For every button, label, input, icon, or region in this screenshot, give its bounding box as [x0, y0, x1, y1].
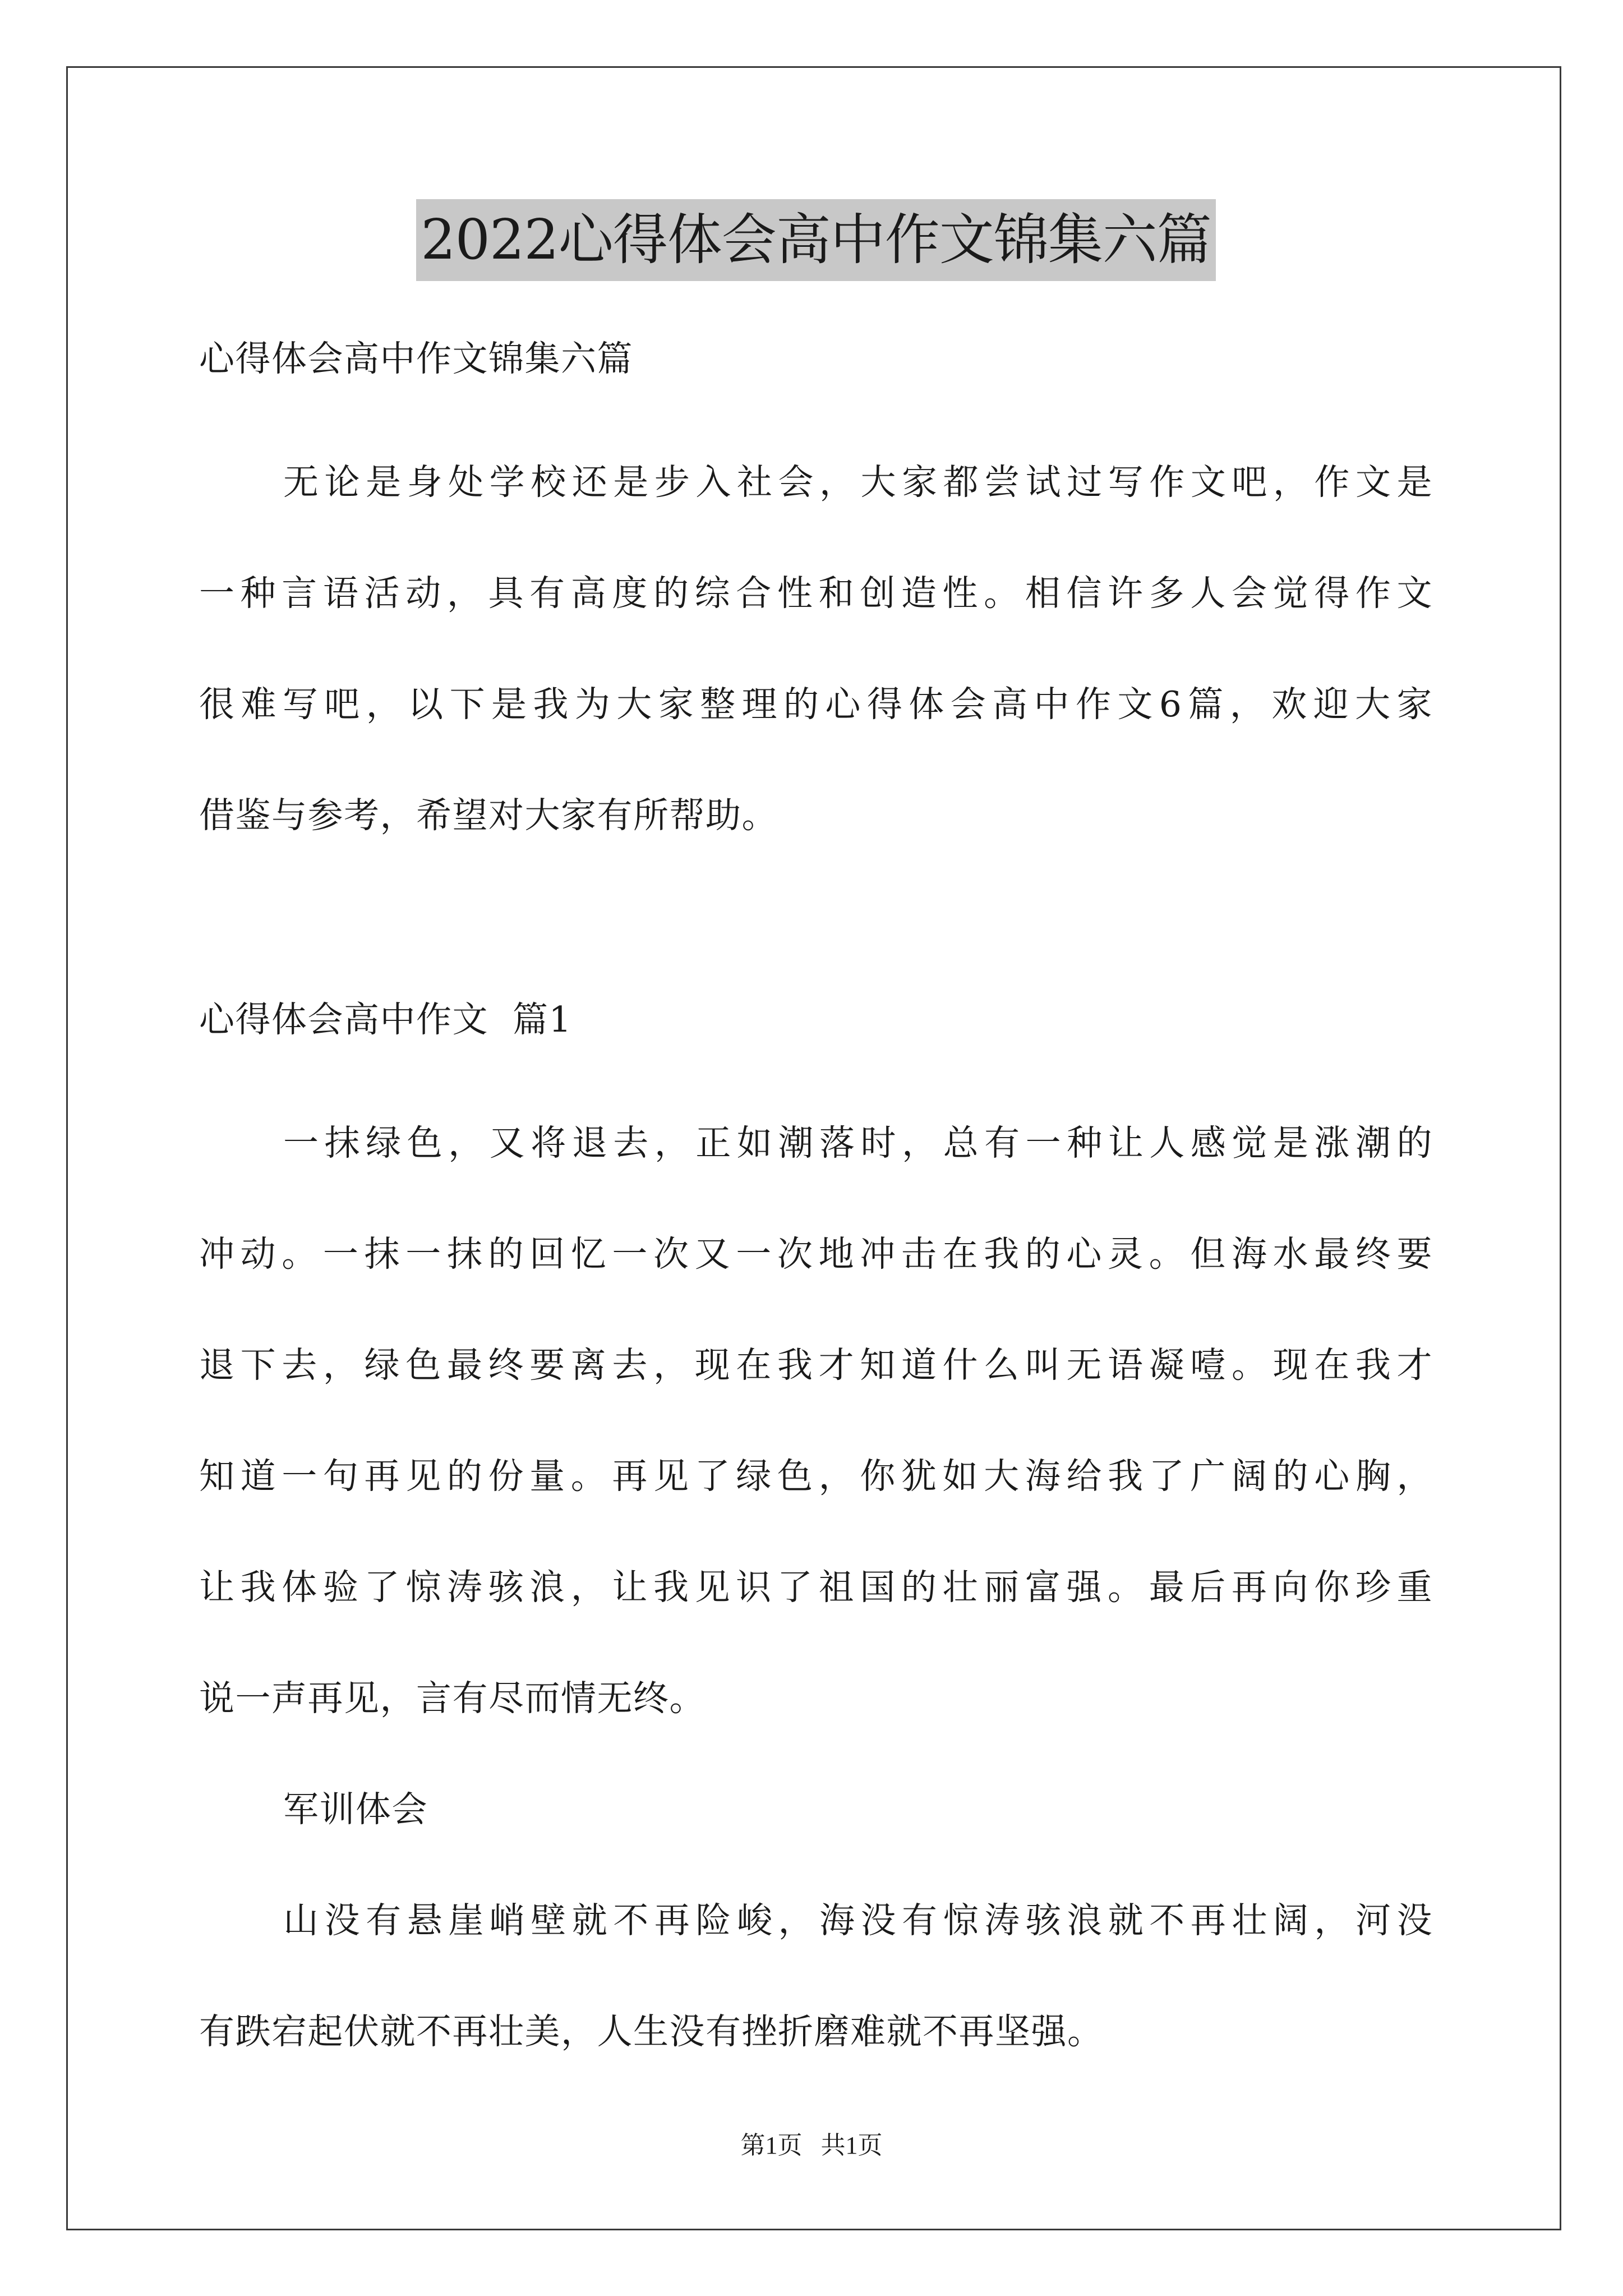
- document-title: [199, 199, 1433, 281]
- section-line: 说一声再见，言有尽而情无终。: [199, 1678, 706, 1719]
- section-line: 让我体验了惊涛骇浪，让我见识了祖国的壮丽富强。最后再向你珍重: [199, 1567, 1433, 1608]
- section-line: 一抹绿色，又将退去，正如潮落时，总有一种让人感觉是涨潮的: [283, 1122, 1433, 1163]
- section-heading: 心得体会高中作文 篇1: [199, 999, 573, 1040]
- intro-line: 无论是身处学校还是步入社会，大家都尝试过写作文吧，作文是: [283, 462, 1433, 503]
- section-line: 退下去，绿色最终要离去，现在我才知道什么叫无语凝噎。现在我才: [199, 1345, 1433, 1386]
- sub-heading: 军训体会: [283, 1789, 428, 1830]
- title-highlight: 2022心得体会高中作文锦集六篇: [416, 199, 1215, 281]
- closing-line: 山没有悬崖峭壁就不再险峻，海没有惊涛骇浪就不再壮阔，河没: [283, 1900, 1433, 1941]
- section-line: 冲动。一抹一抹的回忆一次又一次地冲击在我的心灵。但海水最终要: [199, 1234, 1433, 1274]
- intro-line: 借鉴与参考，希望对大家有所帮助。: [199, 795, 778, 836]
- intro-line: 很难写吧，以下是我为大家整理的心得体会高中作文6篇，欢迎大家: [199, 684, 1433, 725]
- closing-line: 有跌宕起伏就不再壮美，人生没有挫折磨难就不再坚强。: [199, 2011, 1104, 2052]
- document-subtitle: 心得体会高中作文锦集六篇: [199, 338, 633, 379]
- section-line: 知道一句再见的份量。再见了绿色，你犹如大海给我了广阔的心胸，: [199, 1456, 1433, 1497]
- page-footer: 第1页 共1页: [740, 2132, 883, 2159]
- intro-line: 一种言语活动，具有高度的综合性和创造性。相信许多人会觉得作文: [199, 573, 1433, 614]
